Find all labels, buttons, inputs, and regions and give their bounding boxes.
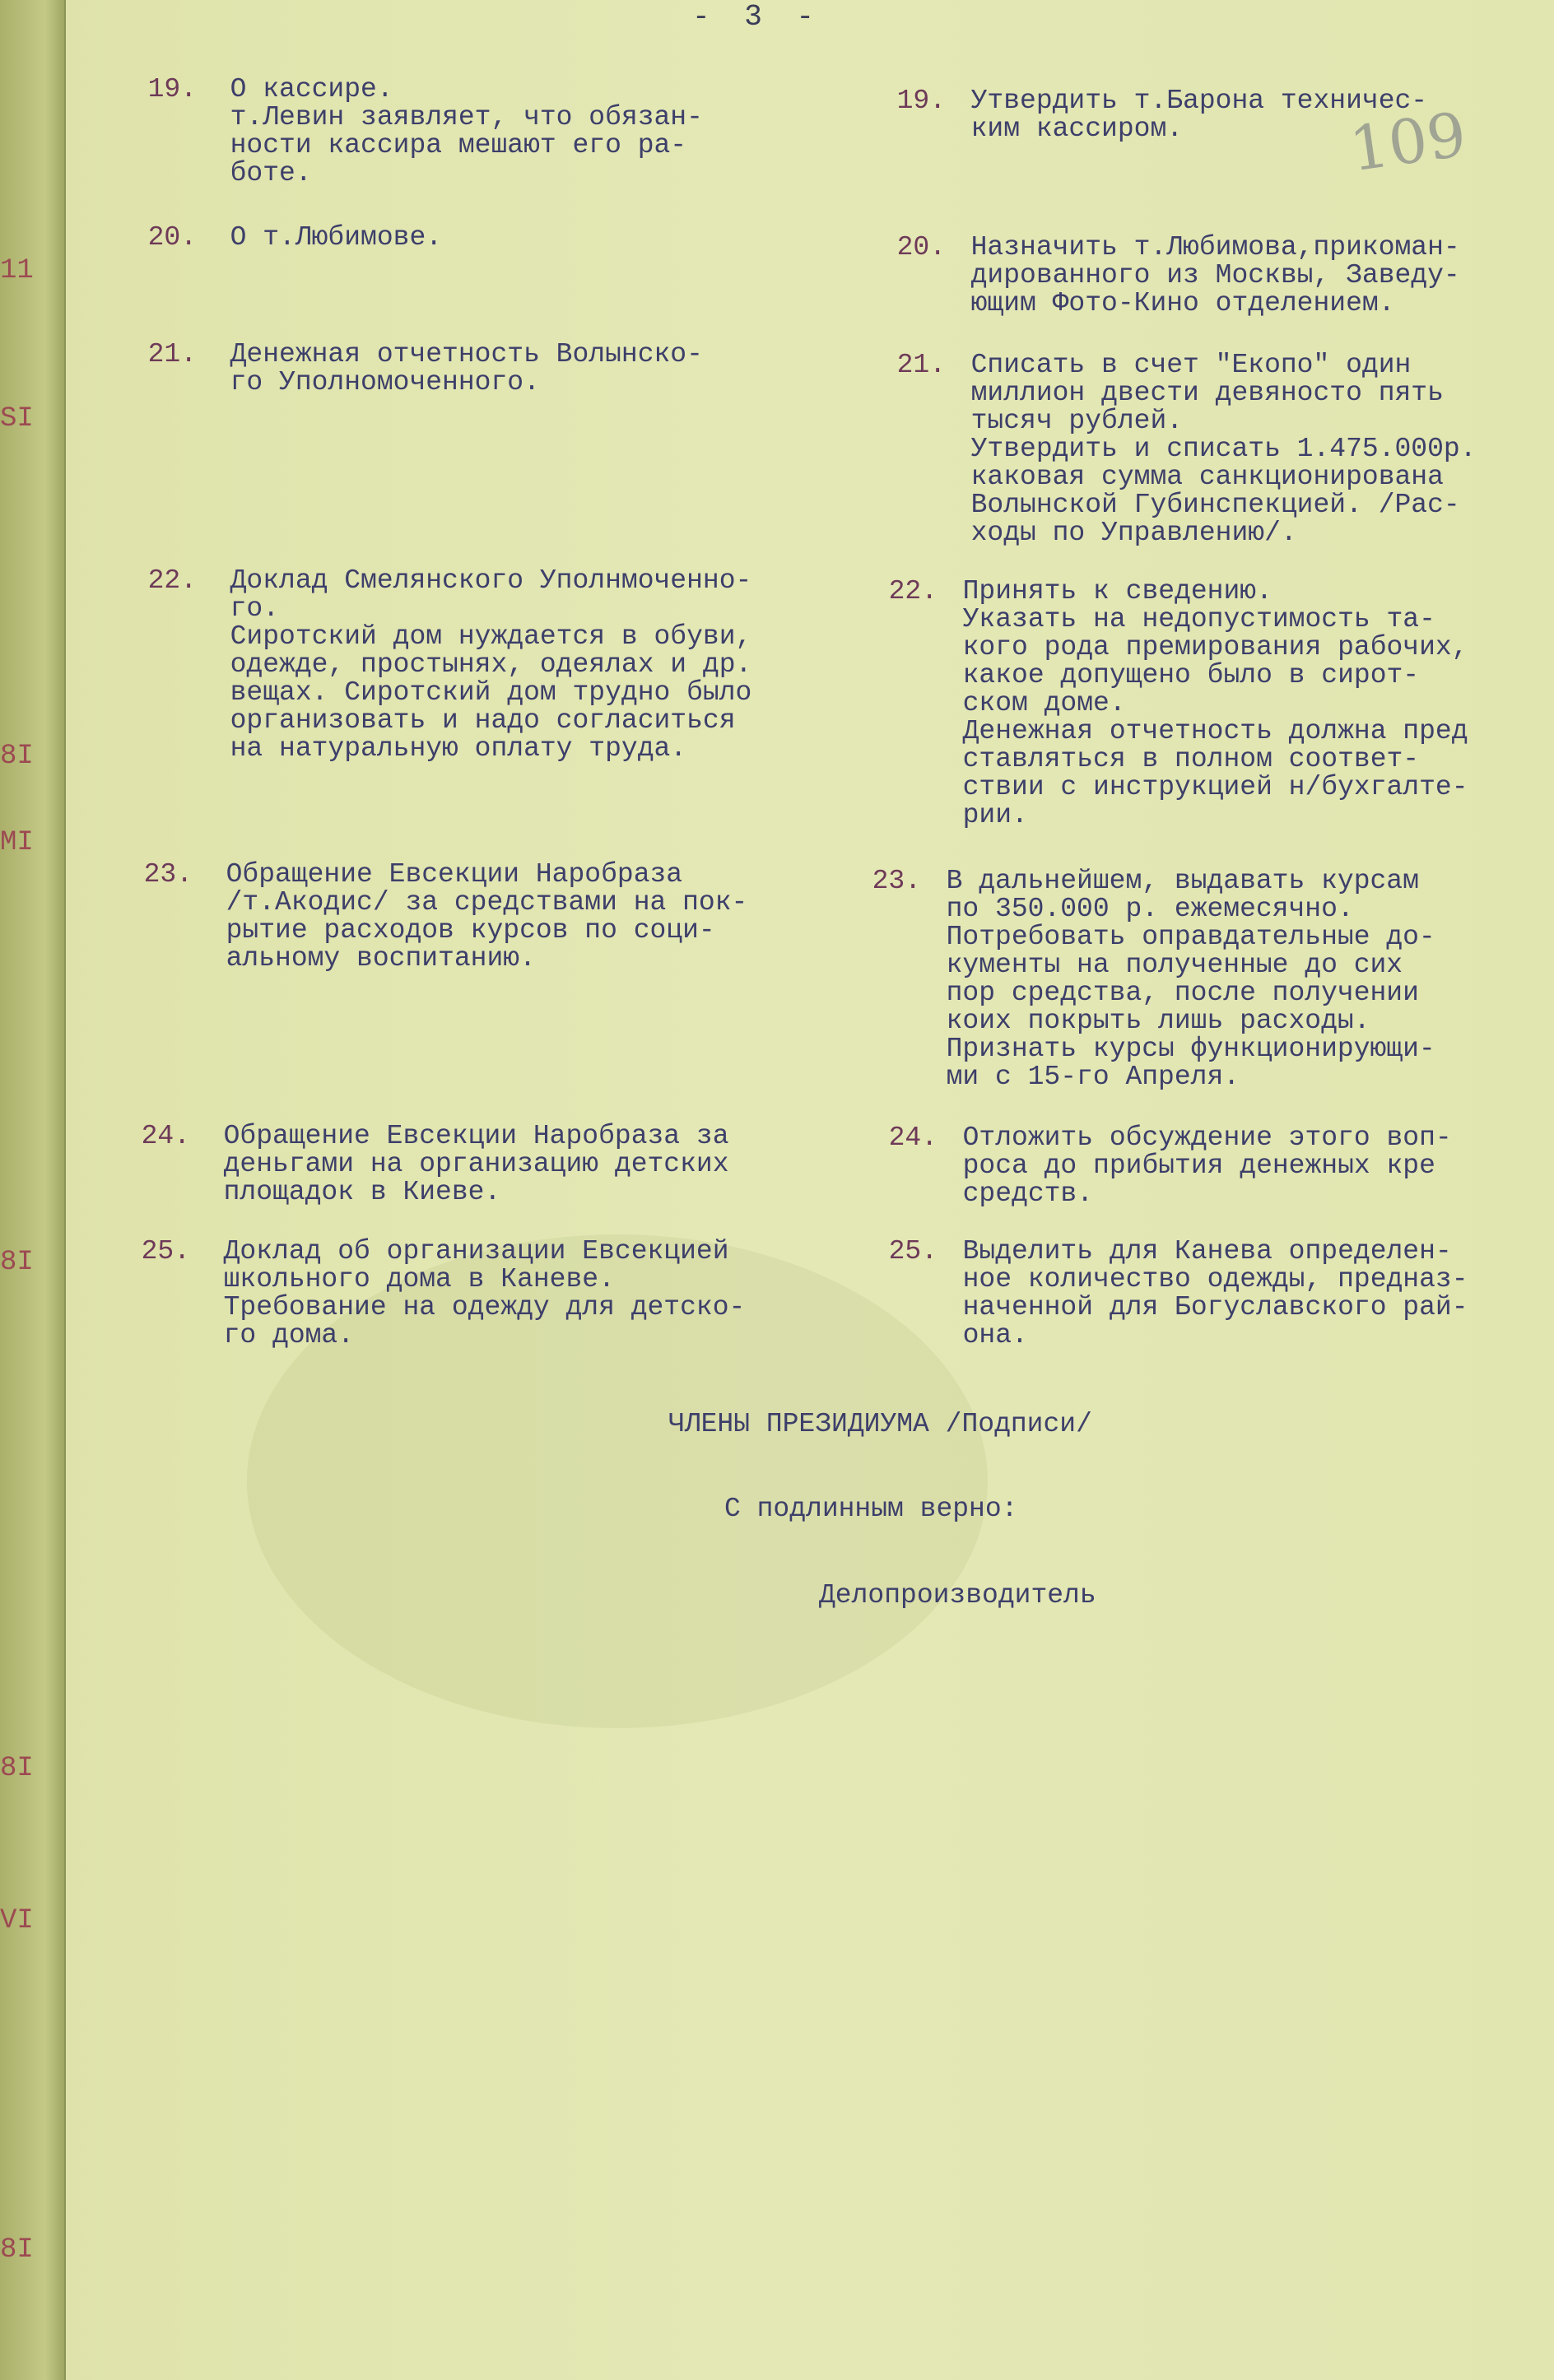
item-number: 25. <box>888 1236 938 1267</box>
agenda-item-23 <box>111 833 747 973</box>
item-number: 20. <box>147 222 198 253</box>
item-number: 23. <box>143 859 193 890</box>
item-resolved: Списать в счет "Екопо" один миллион двести девяносто пять тысяч рублей. Утвердить и списать 1.475.000р. каковая сумма санкционирована Волынской Губинспекцией. /Рас- ходы по Управлению/. <box>970 350 1477 548</box>
item-number: 22. <box>888 576 938 607</box>
agenda-item-24 <box>109 1095 729 1206</box>
agenda-item-21 <box>115 313 703 397</box>
margin-mark: 8I <box>0 1247 34 1278</box>
resolution-22 <box>856 550 1468 830</box>
certified-copy-note: С подлинным верно: <box>724 1494 1018 1524</box>
item-number: 25. <box>141 1236 191 1267</box>
margin-mark: SI <box>0 403 34 435</box>
item-number: 19. <box>147 74 198 105</box>
archive-number-handwritten: 109 <box>1345 99 1471 186</box>
item-heard: Денежная отчетность Волынско- го Уполномоченного. <box>230 339 703 397</box>
resolution-24 <box>856 1096 1452 1208</box>
item-number: 19. <box>896 86 947 116</box>
previous-sheet-edge <box>0 0 66 2380</box>
resolution-20 <box>864 206 1460 318</box>
item-number: 21. <box>896 350 947 380</box>
margin-mark: 8I <box>0 1753 34 1784</box>
resolution-21 <box>864 323 1477 547</box>
item-heard: Обращение Евсекции Наробраза /т.Акодис/ за средствами на пок- рытие расходов курсов по соци- альному воспитанию. <box>226 859 748 974</box>
item-heard: Доклад об организации Евсекцией школьного дома в Каневе. Требование на одежду для детско- го дома. <box>223 1236 746 1350</box>
item-resolved: Отложить обсуждение этого воп- роса до прибытия денежных кре средств. <box>962 1123 1452 1209</box>
margin-mark: 11 <box>0 255 34 286</box>
item-resolved: В дальнейшем, выдавать курсам по 350.000 р. ежемесячно. Потребовать оправдательные до- кументы на полученные до сих пор средства, после получении коих покрыть лишь расходы. Признать курсы функционирующи- ми с 15-го Апреля. <box>946 866 1435 1092</box>
resolution-23 <box>840 839 1435 1091</box>
item-number: 21. <box>147 339 198 370</box>
item-heard: Доклад Смелянского Уполнмоченно- го. Сиротский дом нуждается в обуви, одежде, простынях, одеялах и др. вещах. Сиротский дом трудно было организовать и надо согласиться на натуральную оплату труда. <box>230 565 752 764</box>
margin-mark: 8I <box>0 2234 34 2266</box>
agenda-item-25 <box>109 1210 745 1350</box>
clerk-title: Делопроизводитель <box>819 1580 1096 1611</box>
margin-mark: МI <box>0 827 34 858</box>
resolution-19 <box>864 59 1427 143</box>
item-resolved: Утвердить т.Барона техничес- ким кассиром. <box>970 86 1428 144</box>
margin-mark: VI <box>0 1905 34 1936</box>
agenda-item-20 <box>115 196 442 252</box>
margin-mark: 8I <box>0 741 34 772</box>
agenda-item-22 <box>115 539 751 763</box>
item-resolved: Выделить для Канева определен- ное количество одежды, предназ- наченной для Богуславского рай- она. <box>962 1236 1468 1350</box>
item-heard: О т.Любимове. <box>230 222 443 253</box>
item-resolved: Принять к сведению. Указать на недопустимость та- кого рода премирования рабочих, какое допущено было в сирот- ском доме. Денежная отчетность должна пред ставляться в полном соответ- ствии с инструкцией н/бухгалте- рии. <box>962 576 1468 830</box>
item-number: 23. <box>872 866 922 896</box>
page-number: - 3 - <box>691 0 823 34</box>
item-number: 22. <box>147 565 198 596</box>
item-number: 20. <box>896 232 947 263</box>
item-resolved: Назначить т.Любимова,прикоман- дированного из Москвы, Заведу- ющим Фото-Кино отделением. <box>970 232 1460 318</box>
item-number: 24. <box>141 1121 191 1151</box>
resolution-25 <box>856 1210 1468 1350</box>
presidium-members-signatures: ЧЛЕНЫ ПРЕЗИДИУМА /Подписи/ <box>668 1409 1092 1439</box>
agenda-item-19 <box>115 48 703 188</box>
item-number: 24. <box>888 1123 938 1153</box>
item-heard: О кассире. т.Левин заявляет, что обязан- ности кассира мешают его ра- боте. <box>230 74 703 188</box>
item-heard: Обращение Евсекции Наробраза за деньгами на организацию детских площадок в Киеве. <box>223 1121 729 1207</box>
